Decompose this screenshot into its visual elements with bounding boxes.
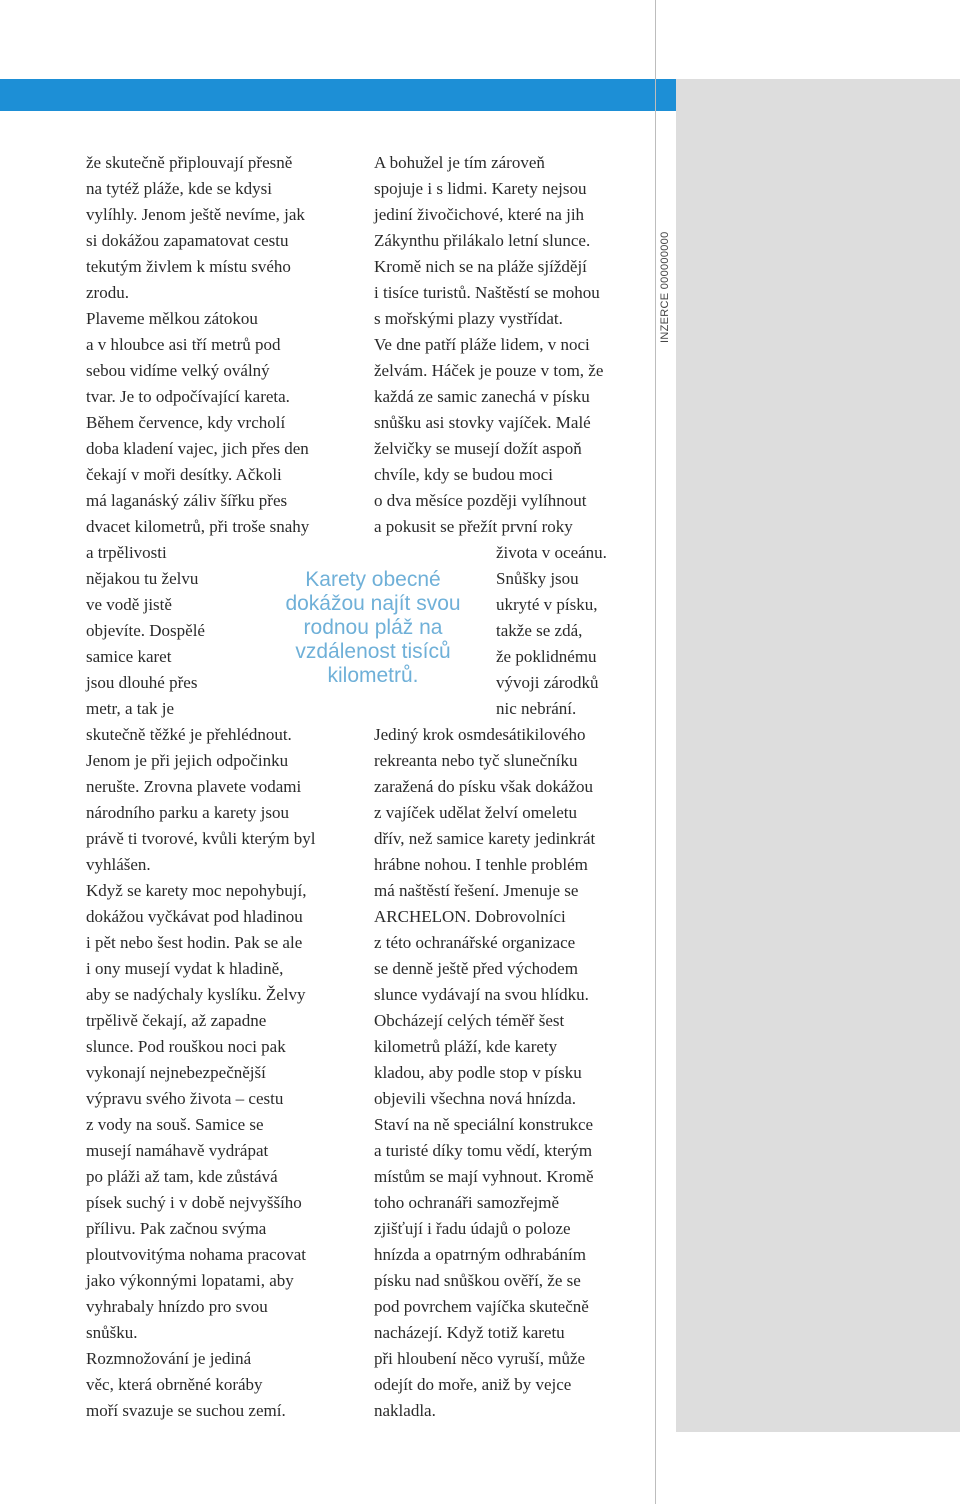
- article-column-left: [86, 150, 315, 1424]
- text-line: hrábne nohou. I tenhle problém: [374, 855, 588, 874]
- text-line: spojuje i s lidmi. Karety nejsou: [374, 179, 587, 198]
- text-line: jsou dlouhé přes: [86, 673, 198, 692]
- text-line: dvacet kilometrů, při troše snahy: [86, 517, 310, 536]
- text-line: z této ochranářské organizace: [374, 933, 576, 952]
- text-line: Ve dne patří pláže lidem, v noci: [374, 335, 590, 354]
- text-line: slunce vydávají na svou hlídku.: [374, 985, 589, 1004]
- text-line: A bohužel je tím zároveň: [374, 153, 545, 172]
- text-line: chvíle, kdy se budou moci: [374, 465, 553, 484]
- text-line: a turisté díky tomu vědí, kterým: [374, 1141, 593, 1160]
- text-line: vyhlášen.: [86, 855, 151, 874]
- text-line: trpělivě čekají, až zapadne: [86, 1011, 267, 1030]
- text-line: samice karet: [86, 647, 172, 666]
- article-column-right: [374, 150, 607, 1424]
- text-line: věc, která obrněné koráby: [86, 1375, 263, 1394]
- text-line: a pokusit se přežít první roky: [374, 517, 573, 536]
- text-line: ve vodě jistě: [86, 595, 172, 614]
- text-line: Jediný krok osmdesátikilového: [374, 725, 586, 744]
- text-line: čekají v moři desítky. Ačkoli: [86, 465, 282, 484]
- text-line: po pláži až tam, kde zůstává: [86, 1167, 278, 1186]
- text-line: dřív, než samice karety jedinkrát: [374, 829, 596, 848]
- text-line: tvar. Je to odpočívající kareta.: [86, 387, 290, 406]
- text-line: ARCHELON. Dobrovolníci: [374, 907, 566, 926]
- text-line: kladou, aby podle stop v písku: [374, 1063, 582, 1082]
- text-line: moří svazuje se suchou zemí.: [86, 1401, 286, 1420]
- pull-quote-line: kilometrů.: [327, 664, 419, 687]
- text-line: takže se zdá,: [496, 621, 583, 640]
- text-line: vykonají nejnebezpečnější: [86, 1063, 266, 1082]
- text-line: vylíhly. Jenom ještě nevíme, jak: [86, 205, 305, 224]
- advertisement-label: INZERCE 000000000: [659, 231, 671, 343]
- text-line: slunce. Pod rouškou noci pak: [86, 1037, 286, 1056]
- advertisement-panel: [676, 79, 960, 1432]
- text-line: zrodu.: [86, 283, 129, 302]
- text-line: nerušte. Zrovna plavete vodami: [86, 777, 302, 796]
- text-line: a v hloubce asi tří metrů pod: [86, 335, 281, 354]
- text-line: má naštěstí řešení. Jmenuje se: [374, 881, 579, 900]
- text-line: i pět nebo šest hodin. Pak se ale: [86, 933, 303, 952]
- text-line: národního parku a karety jsou: [86, 803, 289, 822]
- text-line: Během července, kdy vrcholí: [86, 413, 286, 432]
- pull-quote-line: vzdálenost tisíců: [295, 640, 451, 663]
- text-line: že poklidnému: [496, 647, 597, 666]
- text-line: má laganáský záliv šířku přes: [86, 491, 288, 510]
- text-line: snůšku asi stovky vajíček. Malé: [374, 413, 591, 432]
- text-line: každá ze samic zanechá v písku: [374, 387, 590, 406]
- text-line: objevíte. Dospělé: [86, 621, 205, 640]
- text-line: s mořskými plazy vystřídat.: [374, 309, 563, 328]
- pull-quote-line: Karety obecné: [305, 568, 441, 591]
- text-line: o dva měsíce později vylíhnout: [374, 491, 587, 510]
- text-line: nacházejí. Když totiž karetu: [374, 1323, 565, 1342]
- text-line: odejít do moře, aniž by vejce: [374, 1375, 572, 1394]
- pull-quote: [250, 568, 496, 688]
- text-line: písku nad snůškou ověří, že se: [374, 1271, 581, 1290]
- text-line: želvám. Háček je pouze v tom, že: [374, 361, 604, 380]
- text-line: vývoji zárodků: [496, 673, 599, 692]
- text-line: a trpělivosti: [86, 543, 167, 562]
- text-line: snůšku.: [86, 1323, 138, 1342]
- text-line: výpravu svého života – cestu: [86, 1089, 284, 1108]
- text-line: se denně ještě před východem: [374, 959, 578, 978]
- text-line: Zákynthu přilákalo letní slunce.: [374, 231, 591, 250]
- text-line: vyhrabaly hnízdo pro svou: [86, 1297, 268, 1316]
- text-line: kilometrů pláží, kde karety: [374, 1037, 558, 1056]
- text-line: želvičky se musejí dožít aspoň: [374, 439, 582, 458]
- text-line: dokážou vyčkávat pod hladinou: [86, 907, 303, 926]
- text-line: skutečně těžké je přehlédnout.: [86, 725, 292, 744]
- text-line: i tisíce turistů. Naštěstí se mohou: [374, 283, 600, 302]
- text-line: tekutým živlem k místu svého: [86, 257, 291, 276]
- text-line: Plaveme mělkou zátokou: [86, 309, 258, 328]
- text-line: objevili všechna nová hnízda.: [374, 1089, 577, 1108]
- text-line: života v oceánu.: [496, 543, 607, 562]
- column-divider-line: [655, 0, 656, 1504]
- text-line: toho ochranáři samozřejmě: [374, 1193, 560, 1212]
- text-line: nějakou tu želvu: [86, 569, 199, 588]
- text-line: rekreanta nebo tyč slunečníku: [374, 751, 578, 770]
- text-line: Jenom je při jejich odpočinku: [86, 751, 289, 770]
- text-line: místům se mají vyhnout. Kromě: [374, 1167, 594, 1186]
- text-line: ukryté v písku,: [496, 595, 598, 614]
- text-line: z vajíček udělat želví omeletu: [374, 803, 577, 822]
- text-line: nic nebrání.: [496, 699, 577, 718]
- text-line: na tytéž pláže, kde se kdysi: [86, 179, 272, 198]
- text-line: Staví na ně speciální konstrukce: [374, 1115, 594, 1134]
- text-line: si dokážou zapamatovat cestu: [86, 231, 289, 250]
- text-line: přílivu. Pak začnou svýma: [86, 1219, 267, 1238]
- text-line: zaražená do písku však dokážou: [374, 777, 594, 796]
- text-line: písek suchý i v době nejvyššího: [86, 1193, 302, 1212]
- text-line: pod povrchem vajíčka skutečně: [374, 1297, 589, 1316]
- text-line: doba kladení vajec, jich přes den: [86, 439, 309, 458]
- text-line: Rozmnožování je jediná: [86, 1349, 252, 1368]
- text-line: Obcházejí celých téměř šest: [374, 1011, 565, 1030]
- text-line: jediní živočichové, které na jih: [374, 205, 585, 224]
- text-line: ploutvovitýma nohama pracovat: [86, 1245, 306, 1264]
- text-line: metr, a tak je: [86, 699, 175, 718]
- text-line: jako výkonnými lopatami, aby: [86, 1271, 294, 1290]
- text-line: při hloubení něco vyruší, může: [374, 1349, 586, 1368]
- text-line: že skutečně připlouvají přesně: [86, 153, 293, 172]
- text-line: z vody na souš. Samice se: [86, 1115, 264, 1134]
- pull-quote-line: dokážou najít svou: [285, 592, 461, 615]
- text-line: Kromě nich se na pláže sjíždějí: [374, 257, 587, 276]
- text-line: musejí namáhavě vydrápat: [86, 1141, 269, 1160]
- text-line: aby se nadýchaly kyslíku. Želvy: [86, 985, 306, 1004]
- text-line: sebou vidíme velký oválný: [86, 361, 270, 380]
- text-line: právě ti tvorové, kvůli kterým byl: [86, 829, 316, 848]
- text-line: i ony musejí vydat k hladině,: [86, 959, 284, 978]
- text-line: nakladla.: [374, 1401, 436, 1420]
- pull-quote-line: rodnou pláž na: [303, 616, 443, 639]
- text-line: zjišťují i řadu údajů o poloze: [374, 1219, 571, 1238]
- text-line: Snůšky jsou: [496, 569, 579, 588]
- text-line: Když se karety moc nepohybují,: [86, 881, 307, 900]
- text-line: hnízda a opatrným odhrabáním: [374, 1245, 586, 1264]
